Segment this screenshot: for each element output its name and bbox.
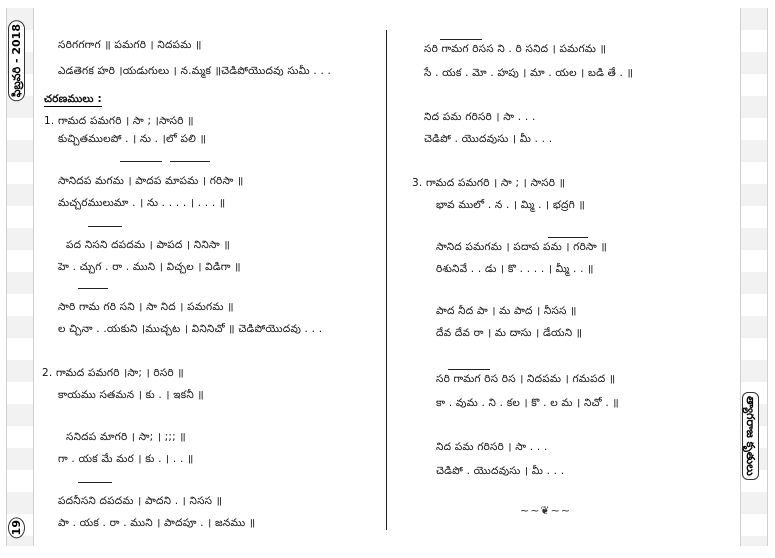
text-line: సరి గామగ రిస రిస । నిదపమ । గమపద ॥ bbox=[436, 373, 616, 385]
overline-mark bbox=[120, 161, 162, 162]
text-line: సానిద పమగమ । పదాప పమ । గరిసా ॥ bbox=[436, 241, 607, 253]
page-number: 19 bbox=[8, 517, 25, 538]
text-line: పదనీసని దపదమ । పాదని . । నిసస ॥ bbox=[58, 495, 223, 507]
text-line: సారి గామ గరి సని । సా నిద । పమగమ ॥ bbox=[58, 301, 234, 313]
column-divider bbox=[386, 30, 387, 530]
text-line: కాయము సతమన । కు . । ఇకనీ ॥ bbox=[58, 389, 204, 401]
text-line: సానిదప మగమ । పాదప మాపమ । గరిసా ॥ bbox=[58, 175, 244, 187]
text-line: ఎడతెగక హరి ।యడుగులు । న.మ్మక ॥చెడిపోయొదవు సుమీ . . . bbox=[58, 65, 332, 77]
text-line: మచ్చరములుమా . । ను . . . . । . . . ॥ bbox=[58, 197, 226, 209]
right-sidebar-title: త్యాగరాజ కృతులు bbox=[742, 392, 759, 480]
overline-mark bbox=[88, 226, 122, 227]
text-line: పా . యక . రా . ముని । పాదపూ . । జనము ॥ bbox=[58, 517, 256, 529]
text-line: దేవ దేవ రా । మ దాసు । డేయని ॥ bbox=[436, 327, 583, 339]
text-line: పద నిసని దపదమ । పాపద । నినిసా ॥ bbox=[66, 239, 230, 251]
text-line: చెడిపో . యొదవుసు । మీ . . . bbox=[424, 133, 553, 145]
text-line: కా . వుమ . ని . కల । కొ . ల మ । నిచో . ॥ bbox=[436, 397, 619, 409]
text-line: హె . చ్చుగ . రా . ముని । విచ్చల । విడిగా ॥ bbox=[58, 261, 241, 273]
text-line: ల చ్చినా . .యకుని ।ముచ్చట । వినినిచో ॥ చెడిపోయొదవు . . . bbox=[58, 323, 323, 335]
text-line: పాద నీద పా । మ పాద । నీసస ॥ bbox=[436, 305, 577, 317]
text-line: సరి గామగ రిసస ని . రి సనిద । పమగమ ॥ bbox=[424, 43, 607, 55]
text-line: రిశునివే . . డు । కొ . . . . । మ్మీ . . ॥ bbox=[436, 263, 594, 275]
section-heading: చరణములు : bbox=[44, 93, 102, 105]
text-line: చెడిపో . యొదవుసు । మీ . . . bbox=[436, 465, 565, 477]
text-line: 2. గామద పమగరి ।సా; । రిసరి ॥ bbox=[42, 367, 184, 379]
text-line: గా . యక మే మర । కు . । . . ॥ bbox=[58, 453, 194, 465]
text-line: సే . యక . మో . హపు । మా . యల । బడి తే . ॥ bbox=[424, 67, 634, 79]
overline-mark bbox=[440, 39, 482, 40]
text-line: 3. గామద పమగరి । సా ; । సాసరి ॥ bbox=[412, 177, 566, 189]
overline-mark bbox=[548, 237, 588, 238]
overline-mark bbox=[78, 482, 112, 483]
overline-mark bbox=[448, 369, 490, 370]
overline-mark bbox=[170, 161, 210, 162]
text-line: నిద పమ గరిసరి । సా . . . bbox=[424, 111, 536, 123]
overline-mark bbox=[78, 288, 108, 289]
text-line: నిద పమ గరిసరి । సా . . . bbox=[436, 441, 548, 453]
text-line: కుచ్చితములపో . । ను . ।లో పలి ॥ bbox=[58, 133, 207, 145]
ornament-divider: ~~❦~~ bbox=[520, 504, 572, 517]
text-line: సనిదప మాగరి । సా; । ;;; ॥ bbox=[66, 431, 186, 443]
text-line: 1. గామద పమగరి । సా ; ।సాసరి ॥ bbox=[44, 115, 194, 127]
text-line: భావ ములో . న . । మ్మి . । భద్రగి ॥ bbox=[436, 199, 585, 211]
left-sidebar-title: ఫిబ్రవరి - 2018 bbox=[8, 20, 25, 101]
text-line: సరిగగగాగ ॥ పమగరి । నిదపమ ॥ bbox=[58, 39, 202, 51]
